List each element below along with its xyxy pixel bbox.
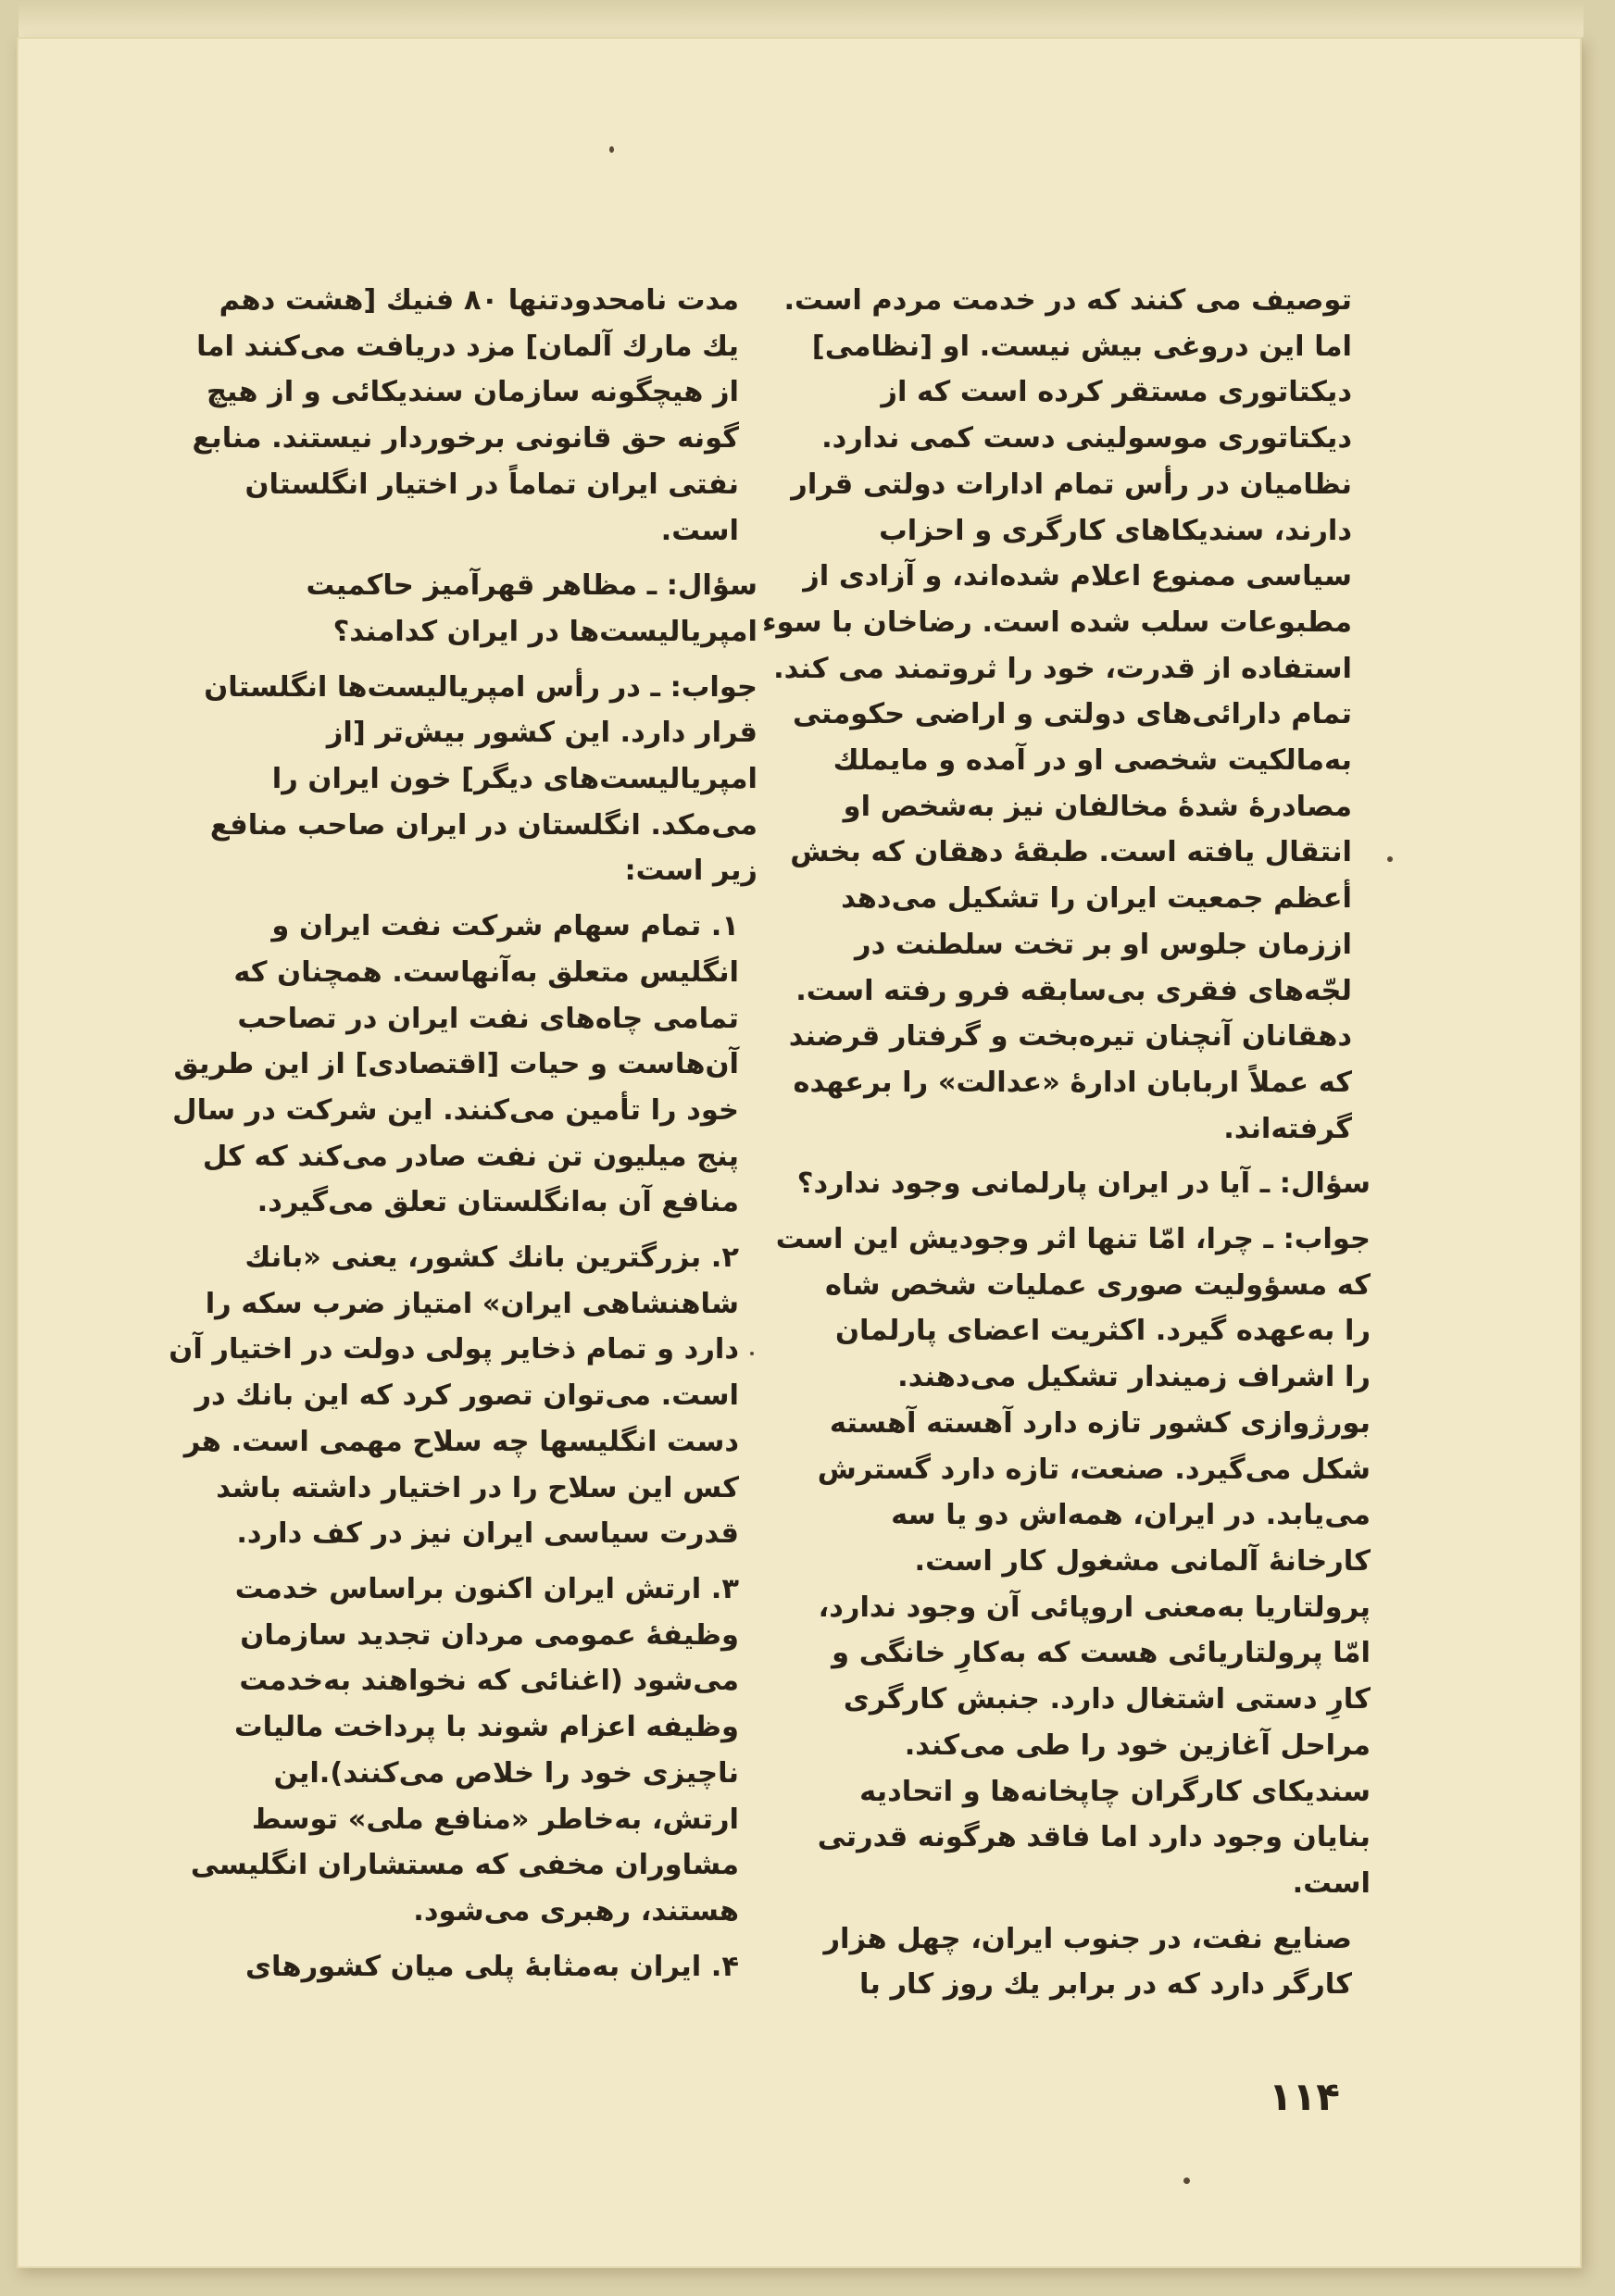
- paragraph-question: سؤال: ـ آیا در ایران پارلمانی وجود ندارد؟: [796, 1167, 1371, 1201]
- left-text-column: [146, 278, 757, 1999]
- paragraph-body: صنایع نفت، در جنوب ایران، چهل هزار کارگر دارد که در برابر یك روز کار با: [823, 1922, 1352, 2002]
- paragraph-answer: جواب: ـ چرا، امّا تنها اثر وجودیش این است که مسؤولیت صوری عملیات شخص شاه را به‌عهده گیرد. اکثریت اعضای پارلمان را اشراف زمیندار تشکیل می‌دهند. بورژوازی کشور تازه دارد آهسته آهسته شکل می‌گیرد. صنعت، تازه دارد گسترش می‌یابد. در ایران، همه‌اش دو یا سه کارخانهٔ آلمانی مشغول کار است. پرولتاریا به‌معنی اروپائی آن وجود ندارد، امّا پرولتاریائی هست که به‌کارِ خانگی و کارِ دستی اشتغال دارد. جنبش کارگری مراحل آغازین خود را طی می‌کند. سندیکای کارگران چاپخانه‌ها و اتحادیه بنایان وجود دارد اما فاقد هرگونه قدرتی است.: [775, 1223, 1371, 1900]
- list-item: ۳. ارتش ایران اکنون براساس خدمت وظیفهٔ عمومی مردان تجدید سازمان می‌شود (اغنائی که نخواهند به‌خدمت وظیفه اعزام شوند با پرداخت مالیات ناچیزی خود را خلاص می‌کنند).این ارتش، به‌خاطر «منافع ملی» توسط مشاوران مخفی که مستشاران انگلیسی هستند، رهبری می‌شود.: [190, 1572, 739, 1928]
- paragraph-question: سؤال: ـ مظاهر قهرآمیز حاکمیت امپریالیست‌ها در ایران کدامند؟: [306, 569, 757, 648]
- page-number: ۱۱۴: [1269, 2074, 1340, 2119]
- paper-speck: [750, 1352, 754, 1355]
- paragraph-answer: جواب: ـ در رأس امپریالیست‌ها انگلستان قرار دارد. این کشور بیش‌تر [از امپریالیست‌های دیگر] خون ایران را می‌مکد. انگلستان در ایران صاحب منافع زیر است:: [204, 670, 757, 888]
- paper-speck: [1183, 2177, 1190, 2184]
- list-item: ۲. بزرگترین بانك کشور، یعنی «بانك شاهنشاهی ایران» امتیاز ضرب سکه را دارد و تمام ذخایر پولی دولت در اختیار آن است. می‌توان تصور کرد که این بانك در دست انگلیسها چه سلاح مهمی است. هر کس این سلاح را در اختیار داشته باشد قدرت سیاسی ایران نیز در کف دارد.: [169, 1242, 739, 1551]
- paragraph-body: توصیف می کنند که در خدمت مردم است. اما این دروغی بیش نیست. او [نظامی] دیکتاتوری مستقر کرده است که از دیکتاتوری موسولینی دست کمی ندارد. نظامیان در رأس تمام ادارات دولتی قرار دارند، سندیکاهای کارگری و احزاب سیاسی ممنوع اعلام شده‌اند، و آزادی از مطبوعات سلب شده است. رضاخان با سوء استفاده از قدرت، خود را ثروتمند می کند. تمام دارائی‌های دولتی و اراضی حکومتی به‌مالکیت شخصی او در آمده و مایملك مصادرهٔ شدهٔ مخالفان نیز به‌شخص او انتقال یافته است. طبقهٔ دهقان که بخش أعظم جمعیت ایران را تشکیل می‌دهد اززمان جلوس او بر تخت سلطنت در لجّه‌های فقری بی‌سابقه فرو رفته است. دهقانان آنچنان تیره‌بخت و گرفتار قرضند که عملاً اربابان ادارهٔ «عدالت» را برعهده گرفته‌اند.: [761, 284, 1352, 1145]
- list-item: ۴. ایران به‌مثابهٔ پلی میان کشورهای: [245, 1950, 739, 1983]
- page-top-edge: [19, 0, 1584, 37]
- paper-speck: [609, 146, 614, 153]
- paper-speck: [1387, 856, 1393, 862]
- list-item: ۱. تمام سهام شرکت نفت ایران و انگلیس متعلق به‌آنهاست. همچنان که تمامی چاه‌های نفت ایران در تصاحب آن‌هاست و حیات [اقتصادی] از این طریق خود را تأمین می‌کنند. این شرکت در سال پنج میلیون تن نفت صادر می‌کند که کل منافع آن به‌انگلستان تعلق می‌گیرد.: [172, 910, 739, 1219]
- paragraph-body: مدت نامحدودتنها ۸۰ فنیك [هشت دهم یك مارك آلمان] مزد دریافت می‌کنند اما از هیچگونه سازمان سندیکائی و از هیچ گونه حق قانونی برخوردار نیستند. منابع نفتی ایران تماماً در اختیار انگلستان است.: [192, 284, 739, 547]
- right-text-column: [759, 278, 1371, 2017]
